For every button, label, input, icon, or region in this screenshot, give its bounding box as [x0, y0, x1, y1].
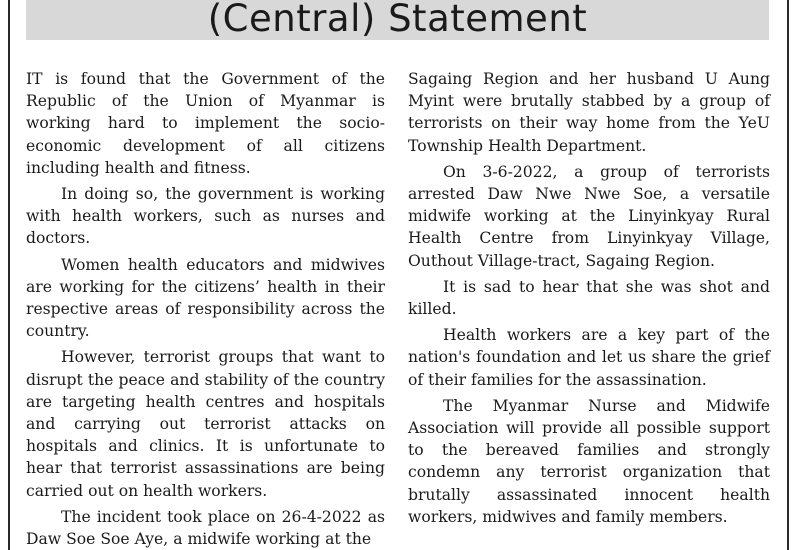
paragraph-5-continued: Sagaing Region and her husband U Aung Myint were brutally stabbed by a group of terrorists on their way home from the YeU Township Health Department.	[408, 70, 770, 155]
paragraph-2: In doing so, the government is working with health workers, such as nurses and doctors.	[26, 185, 385, 248]
paragraph-1: IT is found that the Government of the Republic of the Union of Myanmar is working hard to implement the socio-economic development of all citizens including health and fitness.	[26, 70, 385, 177]
statement-title: (Central) Statement	[207, 0, 588, 40]
page-border-right	[787, 0, 789, 550]
left-column	[26, 68, 385, 550]
paragraph-3: Women health educators and midwives are working for the citizens’ health in their respective areas of responsibility across the country.	[26, 255, 385, 341]
paragraph-9: The Myanmar Nurse and Midwife Association will provide all possible support to the bereaved families and strongly condemn any terrorist organization that brutally assassinated innocent health workers, midwives and family members.	[408, 396, 770, 526]
paragraph-5: The incident took place on 26-4-2022 as Daw Soe Soe Aye, a midwife working at the	[26, 507, 385, 549]
paragraph-7: It is sad to hear that she was shot and killed.	[408, 277, 770, 319]
paragraph-4: However, terrorist groups that want to disrupt the peace and stability of the country are targeting health centres and hospitals and carrying out terrorist attacks on hospitals and clinics. It is unfortunate to hear that terrorist assassinations are being carried out on health workers.	[26, 348, 385, 500]
right-column	[408, 68, 770, 528]
paragraph-8: Health workers are a key part of the nation's foundation and let us share the grief of their families for the assassination.	[408, 326, 770, 389]
paragraph-6: On 3-6-2022, a group of terrorists arrested Daw Nwe Nwe Soe, a versatile midwife working at the Linyinkyay Rural Health Centre from Linyinkyay Village, Outhout Village-tract, Sagaing Region.	[408, 162, 770, 270]
page-border-left	[8, 0, 10, 550]
